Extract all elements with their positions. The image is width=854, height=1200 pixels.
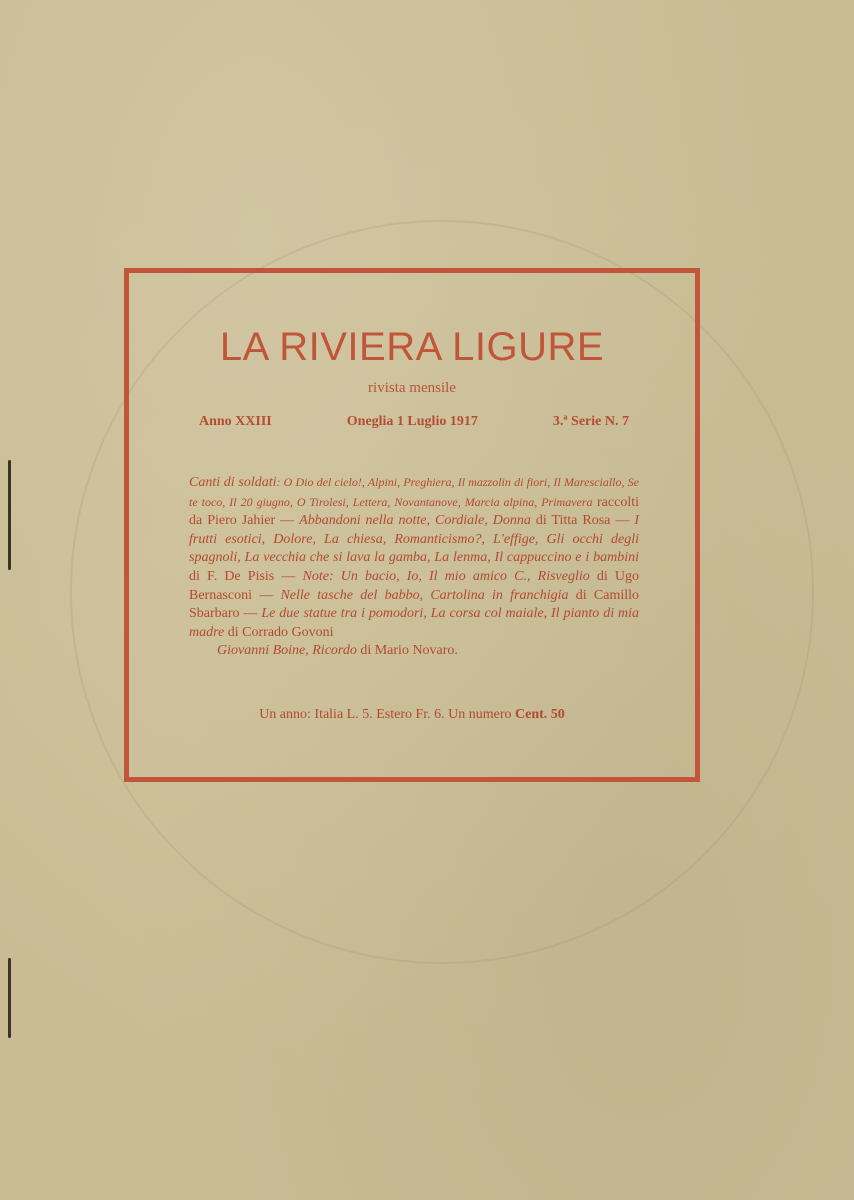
contents-last-line — [189, 642, 639, 661]
contents-item5-works: Nelle tasche del babbo, Cartolina in franchigia — [280, 587, 569, 603]
table-of-contents — [189, 473, 639, 661]
contents-item5-author: Camillo Sbarbaro — [189, 587, 640, 622]
contents-item3-by: di — [189, 568, 208, 584]
contents-item7-by: di — [356, 643, 375, 659]
contents-item4-author: Ugo Bernasconi — [189, 568, 640, 603]
contents-item2-author: Titta Rosa — [551, 513, 611, 529]
contents-item4-by: di — [589, 568, 615, 584]
issue-info-row — [199, 414, 629, 430]
contents-item6-author: Corrado Govoni — [242, 624, 334, 640]
contents-item1-by: raccolti da — [189, 494, 639, 529]
price-text: Un anno: Italia L. 5. Estero Fr. 6. Un numero — [259, 707, 512, 722]
subscription-price — [129, 707, 695, 723]
contents-separator: — — [610, 513, 635, 529]
contents-item7-works: Giovanni Boine, Ricordo — [217, 643, 357, 659]
contents-item2-works: Abbandoni nella notte, Cordiale, Donna — [299, 513, 531, 529]
contents-item3-author: F. De Pisis — [207, 568, 275, 584]
binding-mark-upper — [8, 460, 11, 570]
binding-mark-lower — [8, 958, 11, 1038]
issue-year: Anno XXIII — [199, 414, 272, 429]
contents-separator: — — [275, 513, 300, 529]
issue-place-date: Oneglia 1 Luglio 1917 — [346, 414, 478, 429]
contents-item2-by: di — [530, 513, 552, 529]
contents-item1-works: : O Dio del cielo!, Alpini, Preghiera, Il mazzolin di fiori, Il Maresciallo, Se te toco, Il 20 giugno, O Tirolesi, Lettera, Novantanove, Marcia alpina, Primavera — [189, 475, 639, 509]
price-single-issue: Cent. 50 — [515, 707, 565, 722]
contents-separator: — — [251, 587, 281, 603]
contents-item4-works: Note: Un bacio, Io, Il mio amico C., Risveglio — [302, 568, 590, 584]
contents-item7-author: Mario Novaro. — [374, 643, 458, 659]
contents-item5-by: di — [568, 587, 594, 603]
contents-item6-works: Le due statue tra i pomodori, La corsa col maiale, Il pianto di mia madre — [189, 606, 640, 640]
magazine-title: LA RIVIERA LIGURE — [219, 325, 605, 369]
contents-separator: — — [239, 606, 262, 622]
contents-item6-by: di — [224, 624, 243, 640]
magazine-subtitle: rivista mensile — [368, 380, 456, 396]
contents-item1-title: Canti di soldati — [189, 475, 277, 490]
contents-item1-author: Piero Jahier — [207, 513, 276, 529]
cover-frame — [124, 268, 700, 782]
contents-separator: — — [274, 568, 303, 584]
issue-series: 3.ª Serie N. 7 — [552, 414, 629, 429]
contents-item3-works: I frutti esotici, Dolore, La chiesa, Romanticismo?, L'effige, Gli occhi degli spagnoli, La vecchia che si lava la gamba, La lenma, Il cappuccino e i bambini — [189, 513, 640, 566]
